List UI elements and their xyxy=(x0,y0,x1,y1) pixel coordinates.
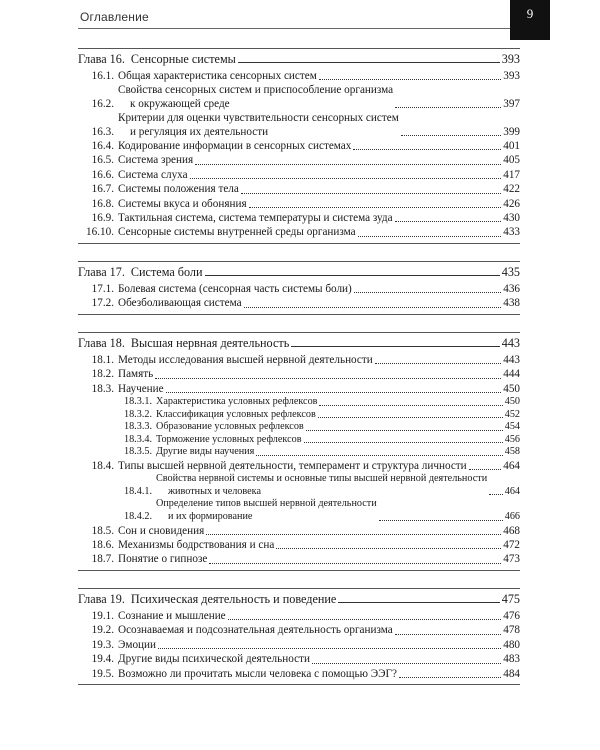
leader-dots xyxy=(228,619,502,620)
leader-dots xyxy=(306,430,503,431)
entry-number: 16.9. xyxy=(91,212,114,225)
chapter-page: 443 xyxy=(501,335,520,350)
chapter-block xyxy=(78,588,520,685)
entry-number: 18.3.5. xyxy=(123,446,152,458)
entry-page: 397 xyxy=(503,97,520,110)
page-number: 9 xyxy=(510,0,550,40)
entry-number: 19.5. xyxy=(91,667,114,680)
entry-title-wrap xyxy=(118,226,503,239)
entry-number: 16.1. xyxy=(91,70,114,82)
section-entry[interactable] xyxy=(78,226,520,239)
entry-number: 16.10. xyxy=(86,226,114,239)
entry-title-wrap xyxy=(118,154,503,167)
entry-number: 18.3.1. xyxy=(123,395,152,407)
entry-title-wrap xyxy=(118,354,503,367)
entry-title: Другие виды психической деятельности xyxy=(118,653,310,666)
section-entry[interactable] xyxy=(78,639,520,652)
entry-title-wrap xyxy=(118,297,503,310)
entry-title-wrap xyxy=(118,140,503,153)
leader-dots xyxy=(195,164,501,165)
chapter-heading[interactable] xyxy=(78,265,520,280)
entry-number: 18.4.2. xyxy=(123,511,152,523)
entry-title-wrap xyxy=(118,212,503,225)
entry-title: Осознаваемая и подсознательная деятельность организма xyxy=(118,624,393,637)
entry-title-wrap xyxy=(118,525,503,538)
entry-title xyxy=(156,498,377,523)
section-entry[interactable] xyxy=(78,212,520,225)
running-head: Оглавление xyxy=(80,10,149,24)
chapter-title: Психическая деятельность и поведение xyxy=(130,591,337,606)
section-entry[interactable] xyxy=(78,140,520,153)
chapter-title-wrap xyxy=(131,336,502,351)
subsection-entry[interactable] xyxy=(78,421,520,434)
entry-title-wrap xyxy=(118,112,503,139)
entry-page: 478 xyxy=(503,624,520,637)
entry-number: 16.8. xyxy=(91,197,114,210)
entry-number: 19.1. xyxy=(91,609,114,622)
entry-number: 16.7. xyxy=(91,183,114,196)
entry-title-wrap xyxy=(118,383,503,396)
chapter-page: 435 xyxy=(501,264,520,279)
entry-title-line2: и регуляция их деятельности xyxy=(130,125,269,138)
entry-page: 417 xyxy=(503,168,520,181)
chapter-block xyxy=(78,261,520,315)
entry-title-wrap xyxy=(118,668,503,681)
entry-title: Торможение условных рефлексов xyxy=(156,433,302,445)
entry-page: 484 xyxy=(503,667,520,680)
entry-page: 430 xyxy=(503,212,520,225)
entry-page: 433 xyxy=(503,226,520,239)
entry-number: 17.2. xyxy=(91,297,114,310)
leader-dots xyxy=(489,494,503,495)
subsection-entry[interactable] xyxy=(78,409,520,422)
section-entry[interactable] xyxy=(78,525,520,538)
chapter-number: Глава 18. xyxy=(78,335,125,350)
entry-title: Системы вкуса и обоняния xyxy=(118,197,247,210)
entry-title: Возможно ли прочитать мысли человека с помощью ЭЭГ? xyxy=(118,667,397,680)
entry-number: 16.2. xyxy=(91,97,114,110)
entry-number: 16.4. xyxy=(91,140,114,153)
entry-title-wrap xyxy=(156,396,505,409)
entry-page: 422 xyxy=(503,183,520,196)
entry-page: 401 xyxy=(503,140,520,153)
section-entry[interactable] xyxy=(78,539,520,552)
entry-title-line2: и их формирование xyxy=(168,511,253,523)
section-entry[interactable] xyxy=(78,553,520,566)
chapter-number: Глава 19. xyxy=(78,591,125,606)
entry-page: 456 xyxy=(504,433,520,445)
entry-title-wrap xyxy=(118,553,503,566)
leader-dots xyxy=(358,236,502,237)
leader-dots xyxy=(395,221,502,222)
chapter-page: 393 xyxy=(501,52,520,66)
chapter-title: Сенсорные системы xyxy=(130,52,236,66)
entry-number: 18.3. xyxy=(91,382,114,395)
entry-title-line1: Определение типов высшей нервной деятельности xyxy=(156,498,377,510)
entry-title-wrap xyxy=(118,198,503,211)
chapter-heading[interactable] xyxy=(78,52,520,67)
entry-page: 450 xyxy=(504,395,520,407)
leader-dots xyxy=(206,534,501,535)
entry-number: 18.3.2. xyxy=(123,408,152,420)
entry-page: 452 xyxy=(504,408,520,420)
entry-number: 18.2. xyxy=(91,368,114,381)
entry-number: 18.4. xyxy=(91,459,114,472)
leader-dots xyxy=(319,79,501,80)
subsection-entry[interactable] xyxy=(78,434,520,447)
subsection-entry[interactable] xyxy=(78,473,520,498)
entry-page: 480 xyxy=(503,638,520,651)
entry-title-wrap xyxy=(156,446,505,459)
entry-page: 450 xyxy=(503,382,520,395)
entry-title: Характеристика условных рефлексов xyxy=(156,395,318,407)
entry-title-wrap xyxy=(118,639,503,652)
entry-title-line1: Критерии для оценки чувствительности сенсорных систем xyxy=(118,112,399,125)
entry-page: 444 xyxy=(503,368,520,381)
leader-dots xyxy=(318,417,503,418)
leader-line xyxy=(338,602,499,603)
section-entry[interactable] xyxy=(78,112,520,139)
entry-title-wrap xyxy=(118,460,503,473)
entry-number: 16.5. xyxy=(91,154,114,167)
leader-dots xyxy=(395,107,501,108)
entry-title-wrap xyxy=(118,653,503,666)
entry-title-wrap xyxy=(118,84,503,111)
entry-page: 443 xyxy=(503,353,520,366)
chapter-title-wrap xyxy=(131,265,502,280)
entry-page: 464 xyxy=(504,485,520,497)
chapter-block xyxy=(78,48,520,244)
entry-title-wrap xyxy=(118,624,503,637)
entry-title-wrap xyxy=(118,70,503,83)
entry-title-wrap xyxy=(156,434,505,447)
entry-title-line2: животных и человека xyxy=(168,485,261,497)
entry-number: 19.3. xyxy=(91,638,114,651)
entry-title-line2: к окружающей среде xyxy=(130,97,230,110)
entry-title-wrap xyxy=(156,409,505,422)
entry-number: 16.3. xyxy=(91,125,114,138)
entry-title: Эмоции xyxy=(118,638,157,651)
entry-title: Память xyxy=(118,368,154,381)
entry-page: 466 xyxy=(504,511,520,523)
leader-dots xyxy=(375,363,501,364)
section-entry[interactable] xyxy=(78,624,520,637)
entry-title: Тактильная система, система температуры и система зуда xyxy=(118,212,393,225)
entry-title-line1: Свойства нервной системы и основные типы высшей нервной деятельности xyxy=(156,473,488,485)
leader-dots xyxy=(244,307,502,308)
entry-title: Методы исследования высшей нервной деятельности xyxy=(118,353,373,366)
entry-page: 483 xyxy=(503,653,520,666)
entry-page: 473 xyxy=(503,553,520,566)
section-entry[interactable] xyxy=(78,70,520,83)
entry-page: 405 xyxy=(503,154,520,167)
entry-title: Типы высшей нервной деятельности, темперамент и структура личности xyxy=(118,459,467,472)
leader-dots xyxy=(399,677,501,678)
entry-page: 426 xyxy=(503,197,520,210)
leader-line xyxy=(291,346,499,347)
entry-title xyxy=(118,84,393,111)
leader-dots xyxy=(256,455,502,456)
chapter-title-wrap xyxy=(131,52,502,67)
entry-number: 18.3.3. xyxy=(123,421,152,433)
entry-title: Научение xyxy=(118,382,164,395)
entry-title-wrap xyxy=(118,169,503,182)
leader-dots xyxy=(379,520,503,521)
chapter-heading[interactable] xyxy=(78,336,520,351)
chapter-title: Система боли xyxy=(130,264,203,279)
entry-title: Системы положения тела xyxy=(118,183,239,196)
entry-page: 436 xyxy=(503,282,520,295)
section-entry[interactable] xyxy=(78,354,520,367)
leader-dots xyxy=(319,405,502,406)
entry-page: 468 xyxy=(503,524,520,537)
section-entry[interactable] xyxy=(78,460,520,473)
entry-title-wrap xyxy=(118,610,503,623)
section-entry[interactable] xyxy=(78,383,520,396)
chapter-page: 475 xyxy=(501,591,520,606)
leader-dots xyxy=(158,648,501,649)
section-entry[interactable] xyxy=(78,668,520,681)
entry-title: Обезболивающая система xyxy=(118,297,242,310)
entry-number: 18.4.1. xyxy=(123,485,152,497)
leader-dots xyxy=(209,563,501,564)
entry-title xyxy=(156,473,487,498)
entry-title: Понятие о гипнозе xyxy=(118,553,208,566)
leader-dots xyxy=(304,442,503,443)
entry-title: Общая характеристика сенсорных систем xyxy=(118,70,317,82)
section-entry[interactable] xyxy=(78,610,520,623)
entry-title-wrap xyxy=(156,421,505,434)
entry-title: Другие виды научения xyxy=(156,446,255,458)
leader-dots xyxy=(312,663,501,664)
entry-number: 18.6. xyxy=(91,539,114,552)
leader-dots xyxy=(469,469,502,470)
entry-title: Сенсорные системы внутренней среды организма xyxy=(118,226,356,239)
entry-title: Кодирование информации в сенсорных системах xyxy=(118,140,352,153)
entry-title-wrap xyxy=(156,498,505,523)
entry-title: Механизмы бодрствования и сна xyxy=(118,539,275,552)
leader-dots xyxy=(241,193,501,194)
section-entry[interactable] xyxy=(78,653,520,666)
subsection-entry[interactable] xyxy=(78,396,520,409)
subsection-entry[interactable] xyxy=(78,446,520,459)
leader-dots xyxy=(155,378,501,379)
entry-title-wrap xyxy=(118,283,503,296)
entry-number: 18.7. xyxy=(91,553,114,566)
leader-line xyxy=(205,275,500,276)
section-entry[interactable] xyxy=(78,183,520,196)
entry-title: Классификация условных рефлексов xyxy=(156,408,316,420)
entry-page: 393 xyxy=(503,70,520,82)
entry-number: 18.1. xyxy=(91,353,114,366)
leader-dots xyxy=(276,548,501,549)
entry-title-wrap xyxy=(156,473,505,498)
entry-title: Болевая система (сенсорная часть системы боли) xyxy=(118,282,352,295)
entry-number: 19.2. xyxy=(91,624,114,637)
section-entry[interactable] xyxy=(78,297,520,310)
entry-title: Сознание и мышление xyxy=(118,609,226,622)
entry-number: 18.5. xyxy=(91,524,114,537)
subsection-entry[interactable] xyxy=(78,498,520,523)
leader-line xyxy=(238,62,500,63)
entry-number: 18.3.4. xyxy=(123,433,152,445)
chapter-title-wrap xyxy=(131,592,502,607)
leader-dots xyxy=(354,292,501,293)
entry-page: 438 xyxy=(503,297,520,310)
entry-page: 399 xyxy=(503,125,520,138)
table-of-contents xyxy=(78,48,520,702)
chapter-title: Высшая нервная деятельность xyxy=(130,335,290,350)
leader-dots xyxy=(190,178,502,179)
entry-title: Система зрения xyxy=(118,154,194,167)
entry-title-line1: Свойства сенсорных систем и приспособление организма xyxy=(118,84,394,97)
entry-page: 476 xyxy=(503,609,520,622)
entry-title xyxy=(118,112,399,139)
header-rule xyxy=(78,28,512,29)
section-entry[interactable] xyxy=(78,154,520,167)
section-entry[interactable] xyxy=(78,368,520,381)
entry-title-wrap xyxy=(118,368,503,381)
chapter-number: Глава 16. xyxy=(78,52,125,66)
entry-page: 472 xyxy=(503,539,520,552)
entry-title: Система слуха xyxy=(118,168,188,181)
section-entry[interactable] xyxy=(78,198,520,211)
leader-dots xyxy=(401,135,501,136)
entry-title-wrap xyxy=(118,183,503,196)
leader-dots xyxy=(353,149,501,150)
entry-title: Образование условных рефлексов xyxy=(156,421,304,433)
leader-dots xyxy=(249,207,502,208)
entry-title: Сон и сновидения xyxy=(118,524,205,537)
chapter-number: Глава 17. xyxy=(78,264,125,279)
entry-title-wrap xyxy=(118,539,503,552)
leader-dots xyxy=(395,634,502,635)
entry-number: 16.6. xyxy=(91,168,114,181)
entry-page: 458 xyxy=(504,446,520,458)
section-entry[interactable] xyxy=(78,84,520,111)
section-entry[interactable] xyxy=(78,283,520,296)
entry-page: 454 xyxy=(504,421,520,433)
section-entry[interactable] xyxy=(78,169,520,182)
leader-dots xyxy=(166,392,502,393)
chapter-block xyxy=(78,332,520,571)
entry-number: 19.4. xyxy=(91,653,114,666)
chapter-heading[interactable] xyxy=(78,592,520,607)
entry-number: 17.1. xyxy=(91,282,114,295)
entry-page: 464 xyxy=(503,459,520,472)
